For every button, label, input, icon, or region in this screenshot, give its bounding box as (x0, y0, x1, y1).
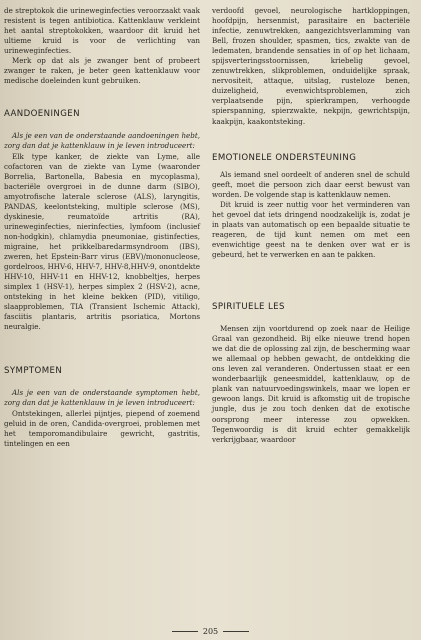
intro-paragraph-1: de streptokok die urineweginfecties veroorzaakt vaak resistent is tegen antibiotica. Kattenklauw verkleint het aantal streptokokken, waardoor dit kruid het ultieme kruid is voor de verlichting van urineweginfecties. (4, 6, 200, 56)
page-number: 205 (202, 627, 219, 636)
page-footer (0, 627, 421, 636)
aandoeningen-list: Elk type kanker, de ziekte van Lyme, alle cofactoren van de ziekte van Lyme (waaronder Borrelia, Bartonella, Babesia en mycoplasma), bacteriële overgroei in de dunne darm (SIBO), amyotrofische laterale sclerose (ALS), laryngitis, PANDAS, keelontsteking, multiple sclerose (MS), dyskinesie, reumatoïde artritis (RA), urineweginfecties, nierinfecties, lymfoom (inclusief non-hodgkin), chlamydia pneumoniae, gistinfecties, migraine, het prikkelbaredarmsyndroom (IBS), zweren, het Epstein-Barr virus (EBV)/mononucleose, gordelroos, HHV-6, HHV-7, HHV-8,HHV-9, onontdekte HHV-10, HHV-11 en HHV-12, knobbeltjes, herpes simplex 1 (HSV-1), herpes simplex 2 (HSV-2), acne, ontsteking in het kleine bekken (PID), vitiligo, slaapproblemen, TIA (Transient Ischemic Attack), fasciitis plantaris, artritis psoriatica, Mortons neuralgie. (4, 151, 200, 332)
intro-paragraph-2: Merk op dat als je zwanger bent of probeert zwanger te raken, je beter geen kattenklauw voor medische doeleinden kunt gebruiken. (4, 56, 200, 86)
left-column (4, 6, 200, 449)
text-columns (4, 6, 411, 449)
spiritueel-paragraph-1: Mensen zijn voortdurend op zoek naar de Heilige Graal van gezondheid. Bij elke nieuwe trend hopen we dat die de oplossing zal zijn, de bescherming waar we allemaal op hebben gewacht, de ontdekking die ons leven zal veranderen. Ondertussen staat er een wonderbaarlijk geneesmiddel, kattenklauw, op de plank van natuurvoedingswinkels, maar we lopen er gewoon langs. Dit kruid is afkomstig uit de tropische jungle, dus je zou toch denken dat de exotische oorsprong meer interesse zou opwekken. Tegenwoordig is dit kruid echter gemakkelijk verkrijgbaar, waardoor (212, 324, 410, 444)
emotioneel-paragraph-1: Als iemand snel oordeelt of anderen snel de schuld geeft, moet die persoon zich daar eerst bewust van worden. De volgende stap is kattenklauw nemen. (212, 169, 410, 199)
emotioneel-paragraph-2: Dit kruid is zeer nuttig voor het verminderen van het gevoel dat iets dringend noodzakelijk is, zodat je in plaats van automatisch op een bepaalde situatie te reageren, de tijd kunt nemen om met een evenwichtige geest na te denken over wat er is gebeurd, het te verwerken en aan te pakken. (212, 199, 410, 259)
symptomen-intro: Als je een van de onderstaande symptomen hebt, zorg dan dat je kattenklauw in je leven introduceert: (4, 388, 200, 408)
section-heading-aandoeningen: AANDOENINGEN (4, 109, 80, 120)
footer-rule-right (223, 631, 249, 632)
aandoeningen-intro: Als je een van de onderstaande aandoeningen hebt, zorg dan dat je kattenklauw in je leven introduceert: (4, 131, 200, 151)
section-heading-emotionele-ondersteuning: EMOTIONELE ONDERSTEUNING (212, 152, 357, 163)
symptomen-list-continued: verdoofd gevoel, neurologische hartkloppingen, hoofdpijn, hersenmist, parasitaire en bacteriële infectie, zenuwtrekken, aangezichtsverlamming van Bell, frozen shoulder, spasmen, tics, zwakte van de ledematen, brandende sensaties in of op het lichaam, spijsverteringsstoornissen, kriebelig gevoel, zenuwtrekken, slikproblemen, onduidelijke spraak, nervositeit, attaque, uitslag, rusteloze benen, duizeligheid, evenwichtsproblemen, zich verplaatsende pijn, spierkrampen, verhoogde spierspanning, spierzwakte, nekpijn, gewrichtspijn, kaakpijn, kaakontsteking. (212, 6, 410, 126)
symptomen-list: Ontstekingen, allerlei pijntjes, piepend of zoemend geluid in de oren, Candida-overgroei, problemen met het temporomandibulaire gewricht, gastritis, tintelingen en een (4, 408, 200, 448)
section-heading-symptomen: SYMPTOMEN (4, 366, 63, 377)
right-column (212, 6, 410, 449)
section-heading-spirituele-les: SPIRITUELE LES (212, 302, 285, 313)
footer-rule-left (172, 631, 198, 632)
